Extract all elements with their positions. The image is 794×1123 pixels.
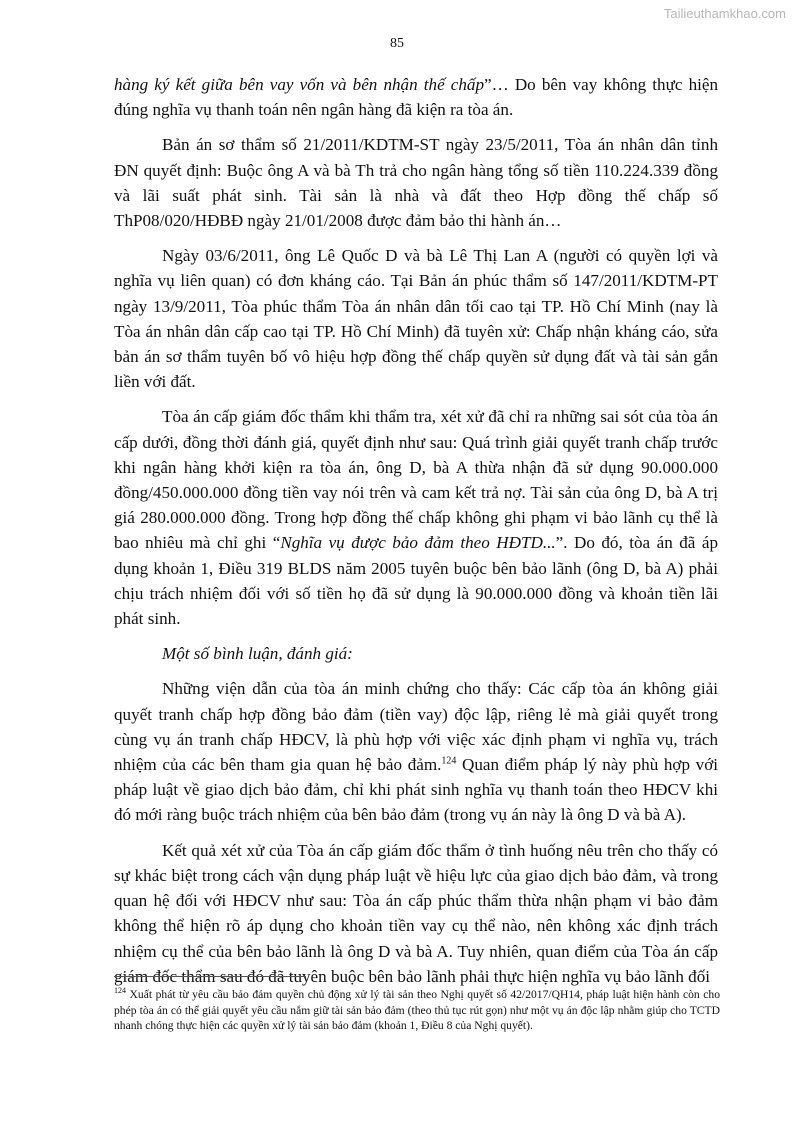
paragraph-3: Ngày 03/6/2011, ông Lê Quốc D và bà Lê Thị Lan A (người có quyền lợi và nghĩa vụ liên quan) có đơn kháng cáo. Tại Bản án phúc thẩm số 147/2011/KDTM-PT ngày 13/9/2011, Tòa phúc thẩm Tòa án nhân dân tối cao tại TP. Hồ Chí Minh (nay là Tòa án nhân dân cấp cao tại TP. Hồ Chí Minh) đã tuyên xử: Chấp nhận kháng cáo, sửa bản án sơ thẩm tuyên bố vô hiệu hợp đồng thế chấp quyền sử dụng đất và tài sản gắn liền với đất. — [114, 246, 718, 392]
footnote-reference[interactable]: 124 — [441, 755, 457, 767]
footnote-text: Xuất phát từ yêu cầu bảo đảm quyền chủ động xử lý tài sản theo Nghị quyết số 42/2017/QH14, pháp luật hiện hành còn cho phép tòa án có thể giải quyết yêu cầu nắm giữ tài sản bảo đảm (theo thủ tục rút gọn) như một vụ án độc lập nhằm giúp cho TCTD nhanh chóng thực hiện các quyền xử lý tài sản bảo đảm (khoản 1, Điều 8 của Nghị quyết). — [114, 988, 720, 1033]
footnote-divider — [114, 976, 306, 977]
section-heading: Một số bình luận, đánh giá: — [162, 644, 353, 664]
watermark: Tailieuthamkhao.com — [663, 6, 786, 21]
footnote — [114, 987, 720, 1034]
paragraph-4 — [114, 404, 718, 631]
paragraph-text: Những viện dẫn của tòa án minh chứng cho thấy: Các cấp tòa án không giải quyết tranh chấp hợp đồng bảo đảm (tiền vay) độc lập, riêng lẻ mà giải quyết trong cùng vụ án tranh chấp HĐCV, là phù hợp với việc xác định phạm vi nghĩa vụ, trách nhiệm của các bên tham gia quan hệ bảo đảm. — [114, 679, 718, 775]
paragraph-7: Kết quả xét xử của Tòa án cấp giám đốc thẩm ở tình huống nêu trên cho thấy có sự khác biệt trong cách vận dụng pháp luật về hiệu lực của giao dịch bảo đảm, và trong quan hệ đối với HĐCV như sau: Tòa án cấp phúc thẩm thừa nhận phạm vi bảo đảm không thể hiện rõ áp dụng cho khoản tiền vay cụ thể nào, nên không xác định trách nhiệm cụ thể của bên bảo lãnh là ông D và bà A. Tuy nhiên, quan điểm của Tòa án cấp giám đốc thẩm sau đó đã tuyên buộc bên bảo lãnh phải thực hiện nghĩa vụ bảo lãnh đối — [114, 840, 718, 986]
paragraph-text: ”. Do đó, tòa án đã áp dụng khoản 1, Điều 319 BLDS năm 2005 tuyên buộc bên bảo lãnh (ông D, bà A) phải chịu trách nhiệm đối với số tiền họ đã sử dụng là 90.000.000 đồng và khoản tiền lãi phát sinh. — [114, 533, 718, 629]
document-body — [114, 72, 718, 999]
paragraph-text: Quan điểm pháp lý này phù hợp với pháp luật về giao dịch bảo đảm, chỉ khi phát sinh nghĩa vụ thanh toán theo HĐCV khi đó mới ràng buộc trách nhiệm của bên bảo đảm (trong vụ án này là ông D và bà A). — [114, 755, 718, 825]
paragraph-1 — [114, 72, 718, 122]
paragraph-text: ”… Do bên vay không thực hiện đúng nghĩa vụ thanh toán nên ngân hàng đã kiện ra tòa án. — [114, 75, 719, 120]
page-number: 85 — [390, 36, 404, 51]
quoted-text: Nghĩa vụ được bảo đảm theo HĐTD... — [280, 533, 556, 553]
paragraph-text: Tòa án cấp giám đốc thẩm khi thẩm tra, xét xử đã chỉ ra những sai sót của tòa án cấp dưới, đồng thời đánh giá, quyết định như sau: Quá trình giải quyết tranh chấp trước khi ngân hàng khởi kiện ra tòa án, ông D, bà A thừa nhận đã sử dụng 90.000.000 đồng/450.000.000 đồng tiền vay nói trên và cam kết trả nợ. Tài sản của ông D, bà A trị giá 280.000.000 đồng. Trong hợp đồng thế chấp không ghi phạm vi bảo lãnh cụ thể là bao nhiêu mà chỉ ghi “ — [114, 407, 718, 553]
quoted-text: hàng ký kết giữa bên vay vốn và bên nhận thế chấp — [114, 75, 485, 94]
paragraph-2: Bản án sơ thẩm số 21/2011/KDTM-ST ngày 23/5/2011, Tòa án nhân dân tỉnh ĐN quyết định: Buộc ông A và bà Th trả cho ngân hàng tổng số tiền 110.224.339 đồng và lãi suất phát sinh. Tài sản là nhà và đất theo Hợp đồng thế chấp số ThP08/020/HĐBĐ ngày 21/01/2008 được đảm bảo thi hành án… — [114, 135, 718, 231]
paragraph-6 — [114, 676, 718, 827]
footnote-number: 124 — [114, 986, 126, 996]
